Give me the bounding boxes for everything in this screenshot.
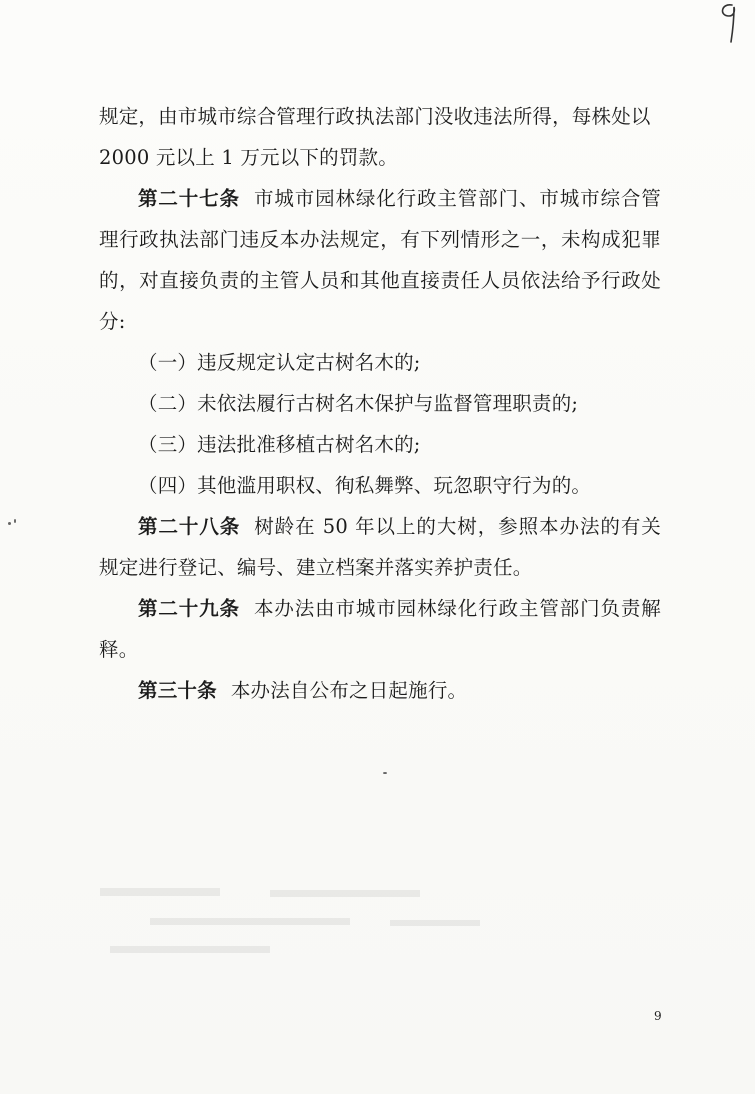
article-27: [99, 178, 661, 342]
list-item: （四）其他滥用职权、徇私舞弊、玩忽职守行为的。: [138, 474, 592, 497]
article-title: 第二十七条: [138, 187, 240, 210]
article-title: 第二十八条: [138, 515, 241, 538]
article-title: 第二十九条: [138, 597, 240, 620]
scan-speck: [14, 519, 16, 523]
continuation-line: 规定，由市城市综合管理行政执法部门没收违法所得，每株处以: [99, 105, 651, 128]
scan-bleed-through: [90, 878, 590, 968]
scan-speck: [383, 772, 387, 774]
article-body: 本办法由市城市园林绿化行政主管部门负责解释。: [99, 597, 661, 661]
article-title: 第三十条: [138, 679, 217, 702]
article-body: 树龄在 50 年以上的大树，参照本办法的有关规定进行登记、编号、建立档案并落实养护责任。: [99, 515, 661, 579]
handwritten-page-mark: [715, 2, 741, 44]
list-item: （二）未依法履行古树名木保护与监督管理职责的;: [138, 392, 579, 415]
list-item: （一）违反规定认定古树名木的;: [138, 351, 421, 374]
article-body: 本办法自公布之日起施行。: [230, 679, 468, 702]
document-body: [99, 96, 661, 711]
list-item: （三）违法批准移植古树名木的;: [138, 433, 421, 456]
article-body: 市城市园林绿化行政主管部门、市城市综合管理行政执法部门违反本办法规定，有下列情形之一，未构成犯罪的，对直接负责的主管人员和其他直接责任人员依法给予行政处分:: [99, 187, 661, 333]
article-29: [99, 588, 661, 670]
scan-speck: [8, 522, 11, 525]
continuation-line: 2000 元以上 1 万元以下的罚款。: [99, 146, 398, 169]
article-30: [99, 670, 661, 711]
article-28: [99, 506, 661, 588]
page-number: 9: [654, 1009, 662, 1023]
